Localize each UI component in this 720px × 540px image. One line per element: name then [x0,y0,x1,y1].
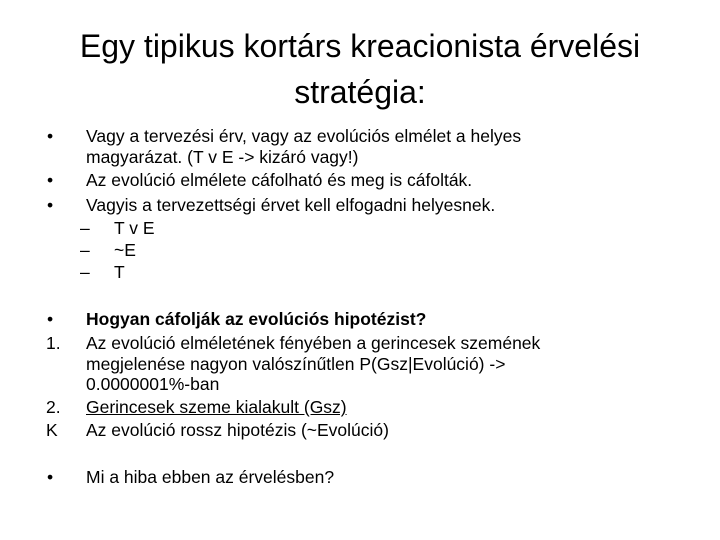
bullet-marker: • [47,195,54,215]
bullet-text-3: Vagyis a tervezettségi érvet kell elfogadni helyesnek. [86,195,496,215]
bullet-text-2: Az evolúció elmélete cáfolható és meg is cáfolták. [86,170,473,190]
step-marker-1: 1. [46,333,61,353]
bullet-marker: • [47,126,54,146]
section-heading: Hogyan cáfolják az evolúciós hipotézist? [86,309,427,329]
sub-dash: – [80,218,90,238]
sub-item-t-v-e: T v E [114,218,155,238]
sub-item-not-e: ~E [114,240,136,260]
bullet-text-1-line-2: magyarázat. (T v E -> kizáró vagy!) [86,147,359,167]
step-1-line-3: 0.0000001%-ban [86,374,220,394]
conclusion-text: Az evolúció rossz hipotézis (~Evolúció) [86,420,389,440]
bullet-marker: • [47,309,54,329]
step-1-line-1: Az evolúció elméletének fényében a gerincesek szemének [86,333,541,353]
sub-item-t: T [114,262,125,282]
step-marker-2: 2. [46,397,61,417]
slide-title-line-2: stratégia: [294,74,426,110]
bullet-marker: • [47,170,54,190]
step-2: Gerincesek szeme kialakult (Gsz) [86,397,347,417]
bullet-marker: • [47,467,54,487]
step-1-line-2: megjelenése nagyon valószínűtlen P(Gsz|Evolúció) -> [86,354,506,374]
conclusion-marker: K [46,420,58,440]
slide-title-line-1: Egy tipikus kortárs kreacionista érvelési [79,28,641,64]
question-text: Mi a hiba ebben az érvelésben? [86,467,335,487]
bullet-text-1-line-1: Vagy a tervezési érv, vagy az evolúciós elmélet a helyes [86,126,522,146]
sub-dash: – [80,262,90,282]
sub-dash: – [80,240,90,260]
